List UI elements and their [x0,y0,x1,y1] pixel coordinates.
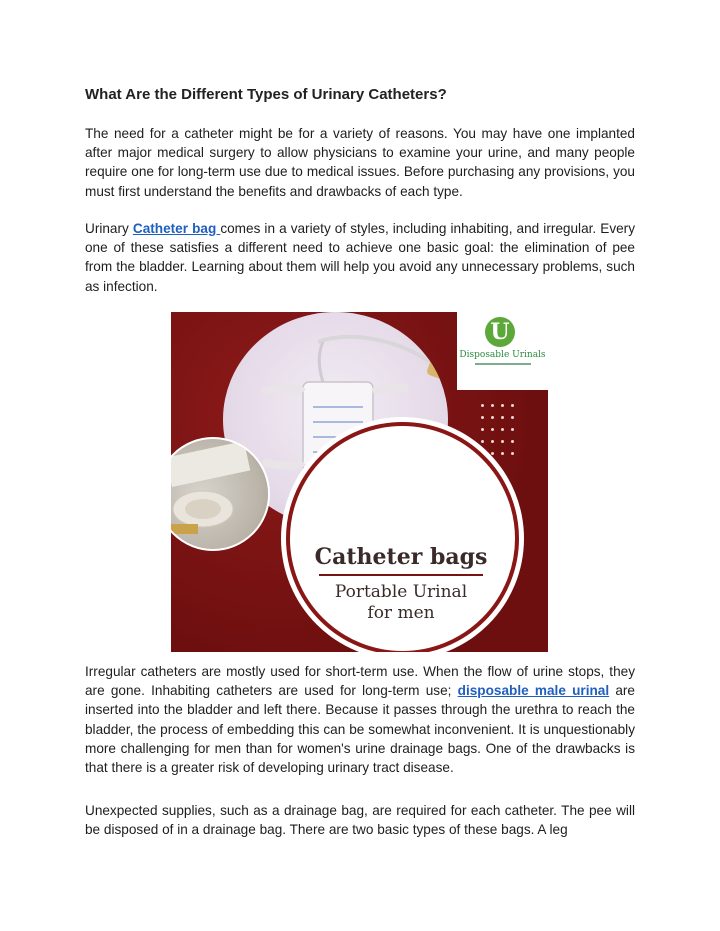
logo-name: Disposable Urinals [459,350,546,360]
banner-subtitle-line1: Portable Urinal [334,581,468,602]
banner-title-block [311,544,491,624]
catheter-bags-banner-image [171,312,548,652]
banner-subtitle-line2: for men [367,602,435,623]
disposable-male-urinal-link[interactable]: disposable male urinal [457,683,610,699]
logo-tagline-bar [475,363,531,365]
paragraph-text: Irregular catheters are mostly used for short-term use. When the flow of urine stops, they are gone. Inhabiting catheters are used for long-term use; [85,664,635,699]
catheter-package-illustration [171,439,268,549]
paragraph-catheter-bag [85,219,635,296]
paragraph-text: Urinary [85,221,133,236]
paragraph-catheter-types [85,662,635,777]
disposable-urinals-logo [457,312,548,390]
paragraph-drainage-bags: Unexpected supplies, such as a drainage bag, are required for each catheter. The pee will be disposed of in a drainage bag. There are two basic types of these bags. A leg [85,803,635,838]
banner-divider [319,574,483,576]
catheter-bag-link[interactable]: Catheter bag [132,221,221,236]
banner-title: Catheter bags [314,544,488,570]
page-title: What Are the Different Types of Urinary Catheters? [85,86,447,103]
paragraph-text: are inserted into the bladder and left there. Because it passes through the urethra to reach the bladder, the process of embedding this can be somewhat inconvenient. It is unquestionably more challenging for men than for women's urine drainage bags. One of the drawbacks is that there is a greater risk of developing urinary tract disease. [85,683,635,776]
paragraph-text: comes in a variety of styles, including inhabiting, and irregular. Every one of these satisfies a different need to achieve one basic goal: the elimination of pee from the bladder. Learning about them will help you avoid any unnecessary problems, such as infection. [85,221,635,294]
decorative-dots [481,404,521,454]
logo-mark: U [485,317,515,347]
paragraph-intro: The need for a catheter might be for a variety of reasons. You may have one implanted after major medical surgery to allow physicians to examine your urine, and many people require one for long-term use due to medical issues. Before purchasing any provisions, you must first understand the benefits and drawbacks of each type. [85,126,635,199]
